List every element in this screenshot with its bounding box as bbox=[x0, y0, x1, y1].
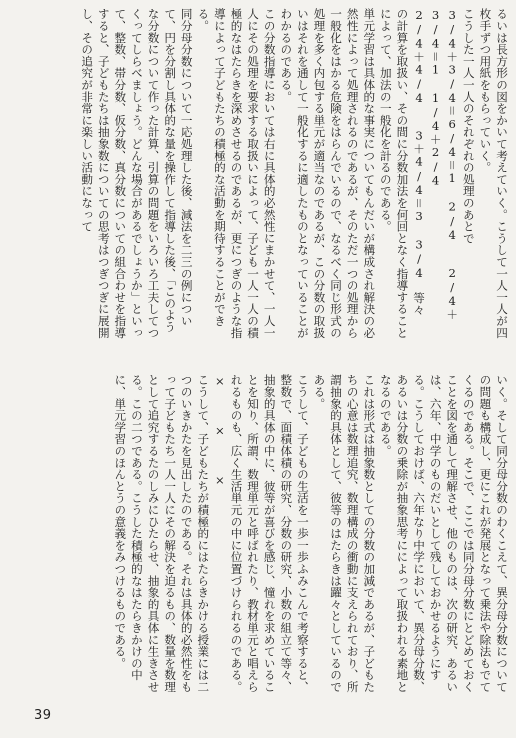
lower-text-block: いく。そして同分母分数のわくこえて、異分母分数についての問題も構成し、更にこれが発展となって乗法や除法もでてくるのである。そこで、ここでは同分母分数にとどめておくことを図を通して理解させ、他のものは、次の研究、あるいは、六年、中学のものだいとして残しておかせるようにする。こうしておけば、六年なり中学において、異分母分数、あるいは分数の乗除が抽象思考にによって取扱われる素地となるのである。 これは形式は抽象数としての分数の加減であるが、子どもたちの心意は数理追究、数理構成の衝動に支えられており、所謂抽象的具体として、彼等のはたらきは躍々としているのである。 こうして、子どもの生活を一歩一歩ふみこんで考察すると、整数で、面積体積の研究、分数の研究、小数の組立て等々、抽象的具体の中に、彼等が喜びを感じ、憧れを求めていることを知り、所謂、数理単元と呼ばれたり、教材単元と唱えられるものも、広く生活単元の中に位置づけられるのである。 × × × こうして、子どもたちが積極的にはたらきかける授業には二つのいきかたを見出したのである。それは具体的必然性をもって子どもたち一人一人にその解決を迫るもの、数量を数理として追究するたのしみにひたらせ、抽象的具体に生きさせる。この二つである。こうした積極的なはたらきかけの中に、単元学習のほんとうの意義をみつけるものである。 bbox=[113, 374, 509, 693]
page-number: 39 bbox=[34, 708, 52, 723]
upper-text-block: るいは長方形の図をかいて考えていく。こうして一人一人が四枚手ずつ用紙をもらっていく。 こうした一人一人のそれぞれの処理のあとで 3/4＋3/4＝6/4＝1 2/4 2/4＋3/4＝1 1/4＋2/4 2/4＋4/4 3＋4/4＝3 3/4 等々 の計算を取扱い、その間に分数加法を何回となく指導することによって、加法の一般化を計るのである。 単元学習は具体的な事実についてもんだいが構成され解決の必然性によって処理されるのであるが、そのただ一つの処理から一般化をはかる危険をはらんでいるので、なるべく同じ形式の処理を多く内包する単元が適当なのであるが、この分数の取扱いはそれを通して一般化するに適したものとなっていることがわかるのである。 この分数指導においては右に具体的必然性にまかせて、一人一人にその処理を要求する取扱いによって、子ども一人一人の積極的なはたらきを深めさせるのであるが、更につぎのような指導によって子どもたちの積極的な活動を期待することができる。 同分母分数について一応処理した後、減法を二三の例について、円を分割し具体的な量を操作して指導した後、「このような分数について作った計算、引算の問題をいろいろ工夫してつくってしらべましょう。どんな場合があるでしょうか」といって、整数、帯分数、仮分数、真分数についての組合わせを指導すると、子どもたちは抽象数についての思考はつぎつぎに展開し、その追究が非常に楽しい活動になって bbox=[80, 8, 509, 339]
